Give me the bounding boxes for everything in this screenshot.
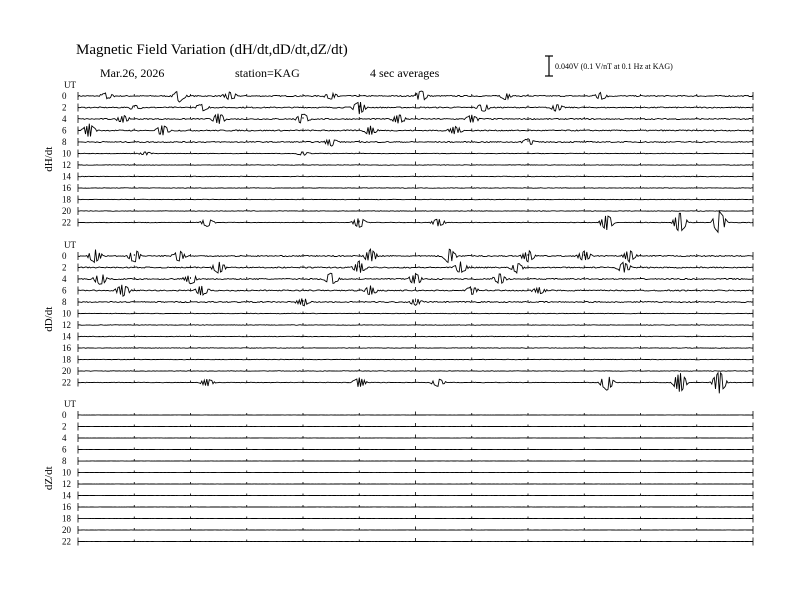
- hour-label: 18: [62, 354, 71, 365]
- hour-label: 6: [62, 444, 67, 455]
- hour-label: 22: [62, 536, 71, 547]
- hour-label: 18: [62, 194, 71, 205]
- hour-label: 20: [62, 525, 71, 535]
- panel-dd-dt: [43, 240, 753, 393]
- hour-label: 0: [62, 251, 67, 261]
- hour-label: 0: [62, 91, 67, 101]
- hour-label: 6: [62, 285, 67, 296]
- trace-line: [78, 373, 753, 394]
- ut-label: UT: [64, 80, 76, 90]
- hour-label: 12: [62, 479, 71, 489]
- hour-label: 8: [62, 297, 67, 307]
- ut-label: UT: [64, 240, 76, 250]
- scale-label: 0.040V (0.1 V/nT at 0.1 Hz at KAG): [555, 62, 673, 71]
- panel-dh-dt: [43, 80, 753, 232]
- hour-label: 20: [62, 366, 71, 376]
- hour-label: 2: [62, 421, 67, 432]
- hour-label: 8: [62, 137, 67, 147]
- panel-label: dZ/dt: [43, 466, 55, 491]
- hour-label: 12: [62, 320, 71, 330]
- hour-label: 14: [62, 171, 71, 182]
- hour-label: 2: [62, 102, 67, 113]
- hour-label: 16: [62, 183, 71, 193]
- hour-label: 16: [62, 343, 71, 353]
- scale-bar: [545, 56, 553, 76]
- hour-label: 0: [62, 410, 67, 420]
- hour-label: 4: [62, 274, 67, 284]
- hour-label: 12: [62, 160, 71, 170]
- hour-label: 10: [62, 308, 71, 319]
- hour-label: 14: [62, 490, 71, 501]
- panel-label: dH/dt: [43, 146, 55, 172]
- panel-label: dD/dt: [43, 306, 55, 332]
- hour-label: 22: [62, 217, 71, 228]
- hour-label: 4: [62, 114, 67, 124]
- trace-line: [78, 102, 753, 114]
- hour-label: 20: [62, 206, 71, 216]
- hour-label: 16: [62, 502, 71, 512]
- hour-label: 18: [62, 513, 71, 524]
- hour-label: 10: [62, 148, 71, 159]
- hour-label: 8: [62, 456, 67, 466]
- hour-label: 22: [62, 377, 71, 388]
- hour-label: 10: [62, 467, 71, 478]
- hour-label: 4: [62, 433, 67, 443]
- date-label: Mar.26, 2026: [100, 66, 165, 80]
- hour-label: 2: [62, 262, 67, 273]
- averaging-label: 4 sec averages: [370, 66, 440, 80]
- station-label: station=KAG: [235, 66, 300, 80]
- hour-label: 6: [62, 125, 67, 136]
- panel-dz-dt: [43, 399, 753, 547]
- chart-title: Magnetic Field Variation (dH/dt,dD/dt,dZ/dt): [76, 42, 348, 58]
- ut-label: UT: [64, 399, 76, 409]
- hour-label: 14: [62, 331, 71, 342]
